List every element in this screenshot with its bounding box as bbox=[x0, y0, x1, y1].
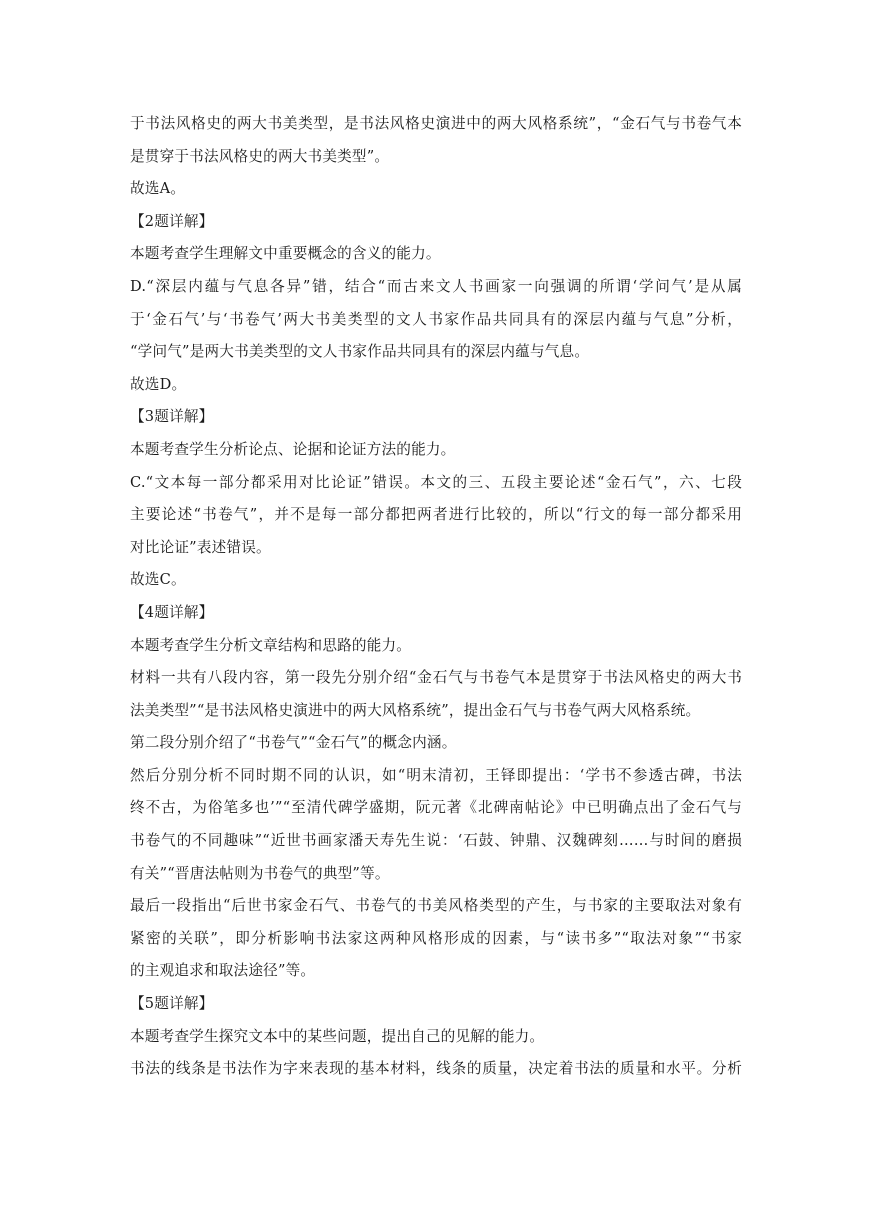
text-line: 故选A。 bbox=[130, 180, 186, 198]
text-line: 故选D。 bbox=[130, 375, 187, 393]
text-line: 紧密的关联”，即分析影响书法家这两种风格形成的因素，与“读书多”“取法对象”“书家 bbox=[130, 929, 742, 947]
text-line: 于‘金石气’与‘书卷气’两大书美类型的文人书家作品共同具有的深层内蕴与气息”分析， bbox=[130, 310, 742, 328]
text-line: 书法的线条是书法作为字来表现的基本材料，线条的质量，决定着书法的质量和水平。分析 bbox=[130, 1060, 742, 1078]
text-line: 终不古，为俗笔多也’”“至清代碑学盛期，阮元著《北碑南帖论》中已明确点出了金石气与 bbox=[130, 799, 742, 817]
text-line: 的主观追求和取法途径”等。 bbox=[130, 962, 316, 980]
text-line: 主要论述“书卷气”，并不是每一部分都把两者进行比较的，所以“行文的每一部分都采用 bbox=[130, 506, 742, 524]
text-line: 第二段分别介绍了“书卷气”“金石气”的概念内涵。 bbox=[130, 734, 457, 752]
text-line: C.“文本每一部分都采用对比论证”错误。本文的三、五段主要论述“金石气”，六、七段 bbox=[130, 473, 742, 491]
text-line: D.“深层内蕴与气息各异”错，结合“而古来文人书画家一向强调的所谓‘学问气’是从属 bbox=[130, 277, 742, 295]
text-line: 然后分别分析不同时期不同的认识，如“明末清初，王铎即提出：‘学书不参透古碑，书法 bbox=[130, 766, 742, 784]
text-line: 最后一段指出“后世书家金石气、书卷气的书美风格类型的产生，与书家的主要取法对象有 bbox=[130, 897, 742, 915]
text-line: 法美类型”“是书法风格史演进中的两大风格系统”，提出金石气与书卷气两大风格系统。 bbox=[130, 701, 701, 719]
text-line: 本题考查学生探究文本中的某些问题，提出自己的见解的能力。 bbox=[130, 1027, 545, 1045]
text-line: 【3题详解】 bbox=[130, 408, 214, 426]
text-line: 对比论证”表述错误。 bbox=[130, 538, 271, 556]
text-line: 于书法风格史的两大书美类型，是书法风格史演进中的两大风格系统”，“金石气与书卷气本 bbox=[130, 115, 742, 132]
text-line: 本题考查学生分析文章结构和思路的能力。 bbox=[130, 636, 412, 654]
text-line: “学问气”是两大书美类型的文人书家作品共同具有的深层内蕴与气息。 bbox=[130, 343, 590, 361]
text-line: 书卷气的不同趣味”“近世书画家潘天寿先生说：‘石鼓、钟鼎、汉魏碑刻……与时间的磨损 bbox=[130, 832, 742, 850]
document-body bbox=[130, 108, 742, 1086]
text-line: 故选C。 bbox=[130, 571, 186, 589]
text-line: 【2题详解】 bbox=[130, 212, 214, 230]
text-line: 材料一共有八段内容，第一段先分别介绍“金石气与书卷气本是贯穿于书法风格史的两大书 bbox=[130, 669, 742, 687]
text-line: 本题考查学生理解文中重要概念的含义的能力。 bbox=[130, 245, 441, 263]
text-line: 有关”“晋唐法帖则为书卷气的典型”等。 bbox=[130, 864, 390, 882]
text-line: 【4题详解】 bbox=[130, 603, 214, 621]
text-line: 【5题详解】 bbox=[130, 995, 214, 1013]
text-line: 是贯穿于书法风格史的两大书美类型”。 bbox=[130, 147, 390, 165]
text-line: 本题考查学生分析论点、论据和论证方法的能力。 bbox=[130, 440, 456, 458]
